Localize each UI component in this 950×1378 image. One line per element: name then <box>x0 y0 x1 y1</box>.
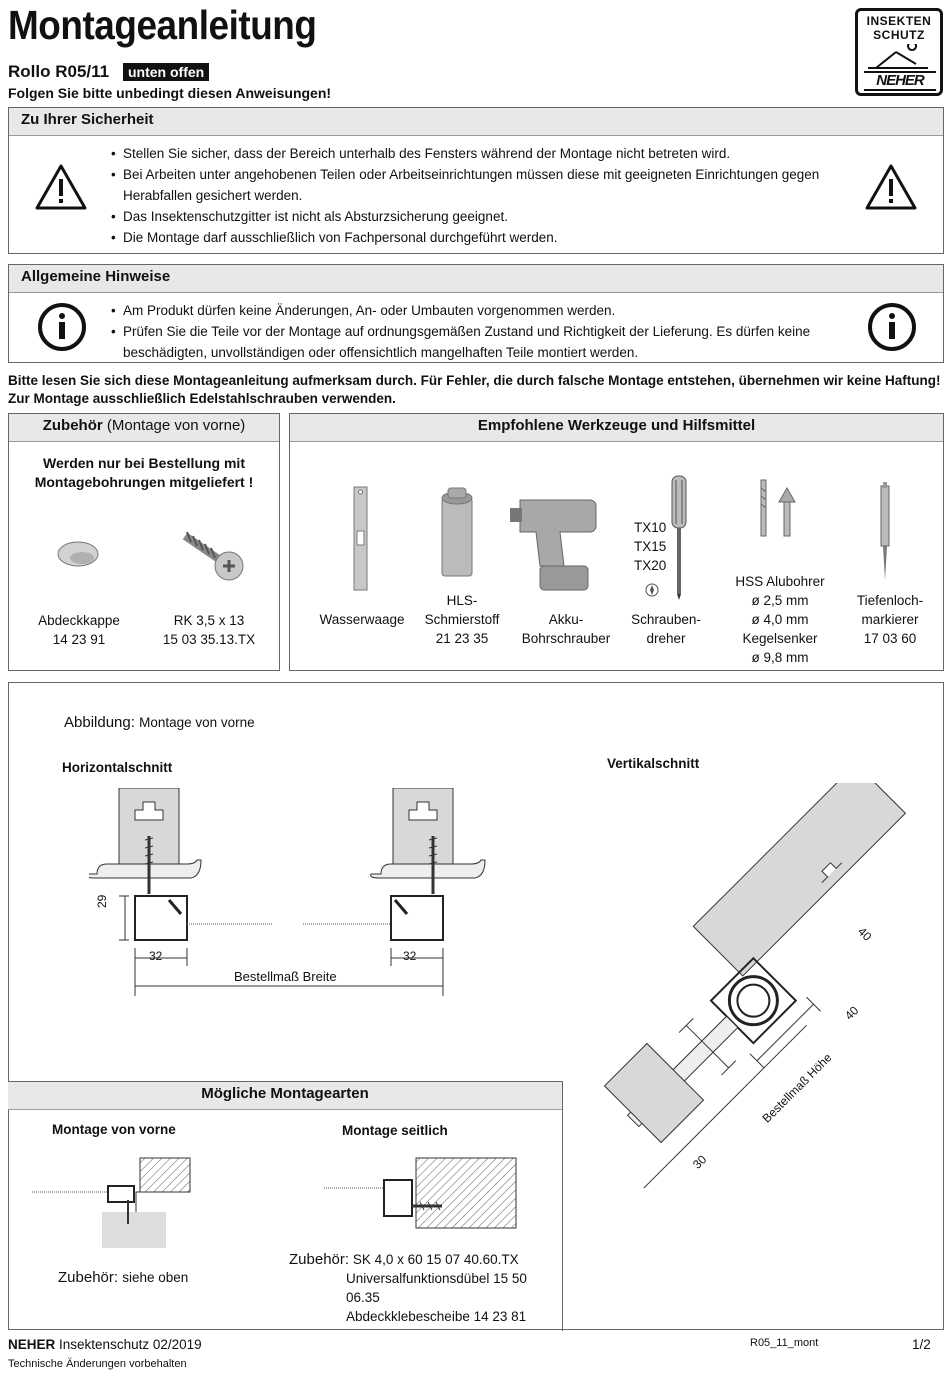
side-acc-line2: Universalfunktionsdübel 15 50 06.35 <box>346 1271 527 1305</box>
cover-cap-icon <box>54 536 104 572</box>
accessories-heading <box>9 414 279 442</box>
front-acc-label: Zubehör: <box>58 1269 119 1286</box>
tool-line: Akku- <box>548 612 584 627</box>
list-item: • Am Produkt dürfen keine Änderungen, An- oder Umbauten vorgenommen werden. <box>109 300 839 321</box>
liability-notice <box>8 372 940 408</box>
footer-brand-bold: NEHER <box>8 1337 56 1352</box>
order-height-label: Bestellmaß Höhe <box>759 1050 835 1126</box>
mount-front-drawing <box>32 1152 192 1252</box>
tool-line: ø 9,8 mm <box>751 650 809 665</box>
accessory-code: 15 03 35.13.TX <box>162 632 256 647</box>
neher-logo <box>855 8 943 96</box>
tool-marker-label <box>840 591 940 648</box>
tool-bits-label <box>720 572 840 667</box>
screwdriver-icon <box>666 474 692 602</box>
accessory-cap-label <box>19 611 139 649</box>
note-line1: Werden nur bei Bestellung mit <box>43 455 245 471</box>
tool-line: 17 03 60 <box>863 631 917 646</box>
accessories-section <box>8 413 280 671</box>
tools-heading: Empfohlene Werkzeuge und Hilfsmittel <box>290 414 943 442</box>
torx-icon <box>644 582 660 598</box>
tool-line: Wasserwaage <box>319 612 405 627</box>
logo-line2: SCHUTZ <box>873 28 925 42</box>
logo-cricket-icon <box>866 44 936 70</box>
note-line2: Montagebohrungen mitgeliefert ! <box>34 474 254 490</box>
tool-line: markierer <box>861 612 919 627</box>
bit-size: TX10 <box>634 520 667 535</box>
dim-29: 29 <box>95 894 109 908</box>
document-code: R05_11_mont <box>750 1337 819 1349</box>
dim-40-side: 40 <box>842 1003 862 1023</box>
cordless-drill-icon <box>508 490 598 594</box>
side-acc-line1: SK 4,0 x 60 15 07 40.60.TX <box>352 1252 519 1267</box>
screw-icon <box>179 526 249 582</box>
bit-size: TX20 <box>634 558 667 573</box>
tool-grease-label <box>412 591 512 648</box>
info-icon-right <box>867 302 917 352</box>
list-item: • Bei Arbeiten unter angehobenen Teilen oder Arbeitseinrichtungen müssen diese mit geeigneten Einrichtungen gegen Herabfallen gesichert werden. <box>109 164 839 206</box>
dim-40-top: 40 <box>855 924 875 944</box>
bit-sizes <box>634 518 666 575</box>
general-section <box>8 264 944 363</box>
logo-brand: NEHER <box>864 71 936 91</box>
spray-can-icon <box>440 486 474 578</box>
accessory-name: RK 3,5 x 13 <box>173 613 245 628</box>
side-acc-label: Zubehör: <box>289 1251 350 1268</box>
figure-value: Montage von vorne <box>139 715 255 730</box>
mount-front-accessory <box>58 1269 188 1286</box>
dim-32-right: 32 <box>403 949 417 963</box>
tool-line: Bohrschrauber <box>521 631 611 646</box>
warning-icon-right <box>864 163 918 211</box>
info-icon-left <box>37 302 87 352</box>
tool-line: Kegelsenker <box>742 631 818 646</box>
footer-brand <box>8 1337 202 1352</box>
instruction-text: Folgen Sie bitte unbedingt diesen Anweisungen! <box>8 85 332 101</box>
tool-line: ø 4,0 mm <box>751 612 809 627</box>
tool-line: Tiefenloch- <box>856 593 924 608</box>
front-acc-value: siehe oben <box>122 1270 189 1285</box>
mount-side-title: Montage seitlich <box>342 1123 448 1138</box>
tool-line: 21 23 35 <box>435 631 489 646</box>
vertical-section-title: Vertikalschnitt <box>607 756 700 771</box>
notice-line1: Bitte lesen Sie sich diese Montageanleitung aufmerksam durch. Für Fehler, die durch falsche Montage entstehen, übernehmen wir keine Haftung! <box>8 373 941 388</box>
side-acc-line3: Abdeckklebescheibe 14 23 81 <box>346 1309 527 1324</box>
depth-marker-icon <box>878 482 892 582</box>
spirit-level-icon <box>352 486 370 592</box>
accessories-heading-bold: Zubehör <box>42 417 103 434</box>
tools-section <box>289 413 944 671</box>
drill-bits-icon <box>755 478 801 538</box>
list-item: • Das Insektenschutzgitter ist nicht als Absturzsicherung geeignet. <box>109 206 839 227</box>
list-item: • Prüfen Sie die Teile vor der Montage auf ordnungsgemäßen Zustand und Richtigkeit der Lieferung. Es dürfen keine beschädigten, unvollständigen oder offensichtlich mangelhaften Teile montiert werden. <box>109 321 839 363</box>
warning-icon-left <box>34 163 88 211</box>
accessory-code: 14 23 91 <box>52 632 106 647</box>
tool-screwdriver-label <box>618 610 714 648</box>
horizontal-section-drawing <box>89 788 489 998</box>
order-width-label: Bestellmaß Breite <box>234 969 337 984</box>
safety-heading: Zu Ihrer Sicherheit <box>9 108 943 136</box>
figure-caption <box>64 714 255 731</box>
mounting-heading: Mögliche Montagearten <box>8 1082 562 1110</box>
tool-line: Schrauben- <box>631 612 701 627</box>
tool-line: HSS Alubohrer <box>735 574 825 589</box>
vertical-section-drawing <box>604 783 929 1203</box>
dim-30: 30 <box>690 1152 710 1172</box>
bit-size: TX15 <box>634 539 667 554</box>
footer-note: Technische Änderungen vorbehalten <box>8 1358 187 1370</box>
tool-level-label <box>312 610 412 629</box>
general-heading: Allgemeine Hinweise <box>9 265 943 293</box>
tool-drill-label <box>514 610 618 648</box>
dim-32-left: 32 <box>149 949 163 963</box>
mount-side-accessory <box>289 1250 562 1326</box>
list-item: • Die Montage darf ausschließlich von Fachpersonal durchgeführt werden. <box>109 227 839 248</box>
mount-side-drawing <box>324 1152 524 1252</box>
figure-label: Abbildung: <box>64 714 135 731</box>
accessory-name: Abdeckkappe <box>38 613 120 628</box>
accessories-note <box>9 454 279 492</box>
tool-line: HLS- <box>446 593 478 608</box>
list-item: • Stellen Sie sicher, dass der Bereich unterhalb des Fensters während der Montage nicht betreten wird. <box>109 143 839 164</box>
tool-line: dreher <box>646 631 686 646</box>
safety-list <box>109 143 839 248</box>
safety-section <box>8 107 944 254</box>
general-list <box>109 300 839 363</box>
tool-line: ø 2,5 mm <box>751 593 809 608</box>
tool-line: Schmierstoff <box>424 612 500 627</box>
mounting-section <box>8 1081 563 1331</box>
page-number: 1/2 <box>912 1337 931 1352</box>
accessory-screw-label <box>149 611 269 649</box>
footer-brand-rest: Insektenschutz 02/2019 <box>59 1337 202 1352</box>
notice-line2: Zur Montage ausschließlich Edelstahlschrauben verwenden. <box>8 391 396 406</box>
page-title: Montageanleitung <box>8 2 317 48</box>
drawing-section <box>8 682 944 1330</box>
mount-front-title: Montage von vorne <box>52 1122 176 1137</box>
accessories-heading-normal: (Montage von vorne) <box>106 417 246 434</box>
horizontal-section-title: Horizontalschnitt <box>62 760 173 775</box>
product-name: Rollo R05/11 <box>8 62 110 81</box>
variant-badge: unten offen <box>123 63 209 81</box>
logo-line1: INSEKTEN <box>866 14 932 28</box>
